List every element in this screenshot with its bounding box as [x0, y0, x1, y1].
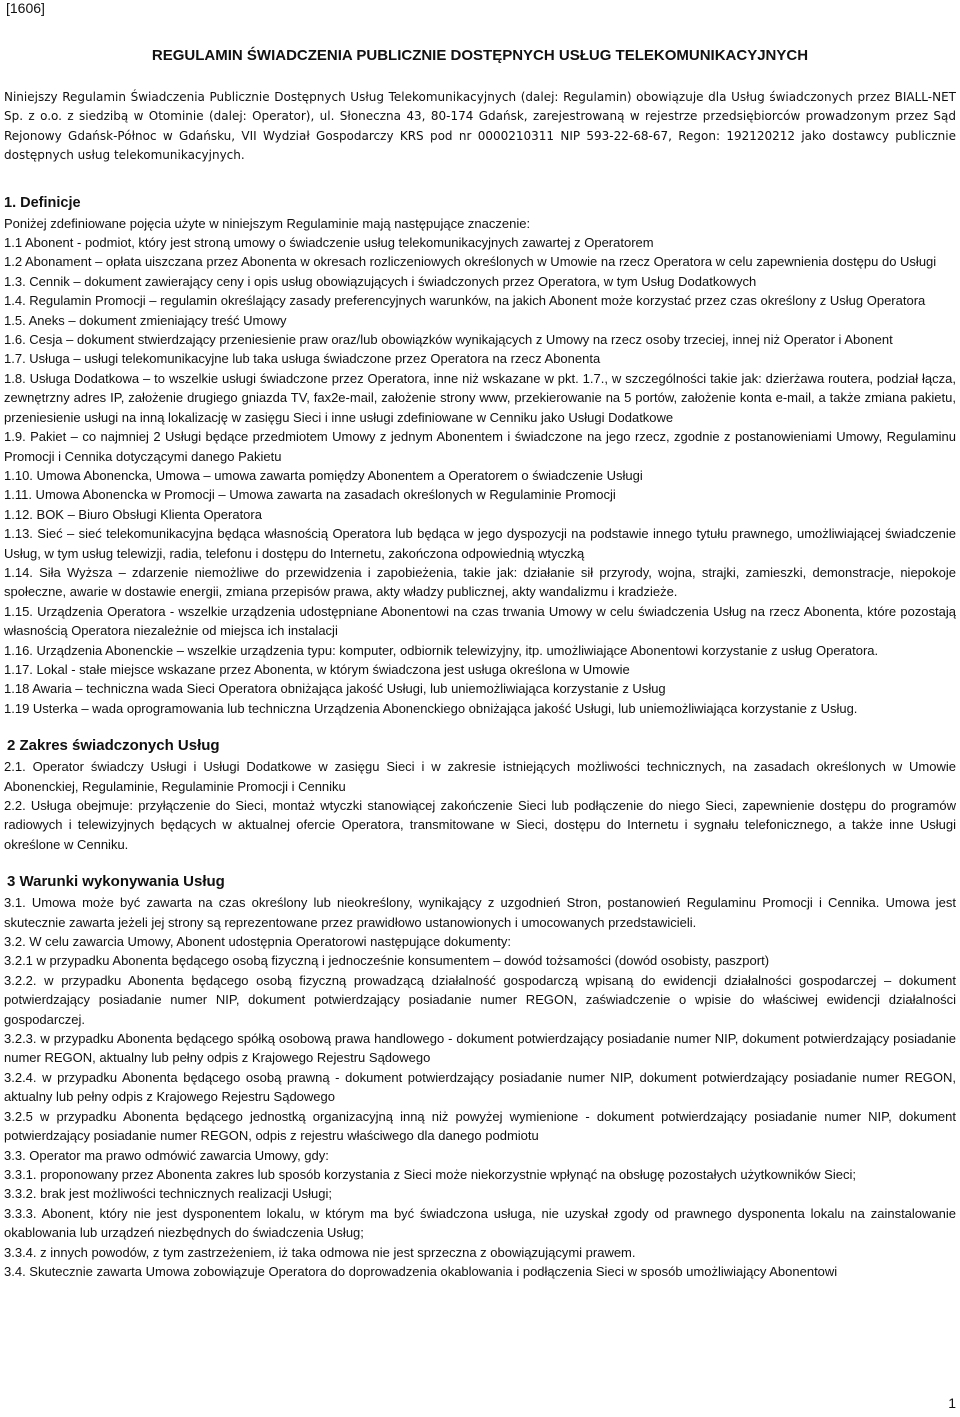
section-1-items	[4, 214, 956, 719]
clause-item: 3.3.2. brak jest możliwości technicznych realizacji Usługi;	[4, 1186, 333, 1202]
definition-item: 1.2 Abonament – opłata uiszczana przez Abonenta w okresach rozliczeniowych określonych w Umowie na rzecz Operatora w celu zapewnienia dostępu do Usługi	[4, 254, 937, 270]
definition-item: 1.13. Sieć – sieć telekomunikacyjna będąca własnością Operatora lub będąca w jego dyspozycji na podstawie innego tytułu prawnego, umożliwiającej świadczenie Usług, w tym usług telewizji, radia, telefonu i dostępu do Internetu, zakończona odpowiednią wtyczką	[4, 526, 956, 561]
section-2-title: Zakres świadczonych Usług	[19, 737, 220, 755]
definition-item: 1.7. Usługa – usługi telekomunikacyjne lub taka usługa świadczone przez Operatora na rzecz Abonenta	[4, 351, 601, 367]
clause-item: 3.1. Umowa może być zawarta na czas określony lub nieokreślony, wynikający z uzgodnień Stron, postanowień Regulaminu Promocji i Cennika. Umowa jest skutecznie zawarta jeżeli jej strony są reprezentowane przez prawidłowo ustanowionych i umocowanych przedstawicieli.	[4, 895, 956, 930]
section-2-items	[4, 757, 956, 854]
clause-item: 3.2.1 w przypadku Abonenta będącego osobą fizyczną i jednocześnie konsumentem – dowód tożsamości (dowód osobisty, paszport)	[4, 953, 770, 969]
section-2-number: 2	[7, 737, 16, 755]
intro-paragraph: Niniejszy Regulamin Świadczenia Publicznie Dostępnych Usług Telekomunikacyjnych (dalej: Regulamin) obowiązuje dla Usług świadczonych przez BIALL-NET Sp. z o.o. z siedzibą w Otominie (dalej: Operator), ul. Słoneczna 43, 80-174 Gdańsk, zarejestrowaną w rejestrze przedsiębiorców prowadzonym przez Sąd Rejonowy Gdańsk-Północ w Gdańsku, VII Wydział Gospodarczy KRS pod nr 0000210311 NIP 593-22-68-67, Regon: 192120212 jako dostawcy publicznie dostępnych usług telekomunikacyjnych.	[4, 90, 956, 163]
clause-item: 3.3.1. proponowany przez Abonenta zakres lub sposób korzystania z Sieci może niekorzystnie wpłynąć na obsługę pozostałych użytkowników Sieci;	[4, 1166, 856, 1182]
definition-item: 1.19 Usterka – wada oprogramowania lub techniczna Urządzenia Abonenckiego obniżająca jakość Usługi, lub uniemożliwiająca korzystanie z Usług.	[4, 700, 858, 716]
clause-item: 2.1. Operator świadczy Usługi i Usługi Dodatkowe w zasięgu Sieci i w zakresie istniejących możliwości technicznych, na zasadach określonych w Umowie Abonenckiej, Regulaminie, Regulaminie Promocji i Cenniku	[4, 759, 956, 794]
clause-item: 3.2.5 w przypadku Abonenta będącego jednostką organizacyjną inną niż powyżej wymienione - dokument potwierdzający posiadanie numer NIP, dokument potwierdzający posiadanie numer REGON, odpis z rejestru właściwego dla danego podmiotu	[4, 1108, 956, 1144]
section-3-heading	[4, 871, 956, 893]
definition-item: 1.15. Urządzenia Operatora - wszelkie urządzenia udostępniane Abonentowi na czas trwania Umowy w celu świadczenia Usług na rzecz Abonenta, które pozostają własnością Operatora niezależnie od miejsca ich instalacji	[4, 603, 956, 639]
definition-item: 1.14. Siła Wyższa – zdarzenie niemożliwe do przewidzenia i zapobieżenia, takie jak: działanie sił przyrody, wojna, strajki, zamieszki, demonstracje, niepokoje społeczne, awarie w dostawie energii, zmiana przepisów prawa, akty władzy publicznej, akty wandalizmu i kradzieże.	[4, 564, 956, 600]
definition-item: 1.4. Regulamin Promocji – regulamin określający zasady preferencyjnych warunków, na jakich Abonent może korzystać przez czas określony z Usług Operatora	[4, 293, 926, 309]
section-3-title: Warunki wykonywania Usług	[19, 873, 225, 891]
definition-item: Poniżej zdefiniowane pojęcia użyte w niniejszym Regulaminie mają następujące znaczenie:	[4, 215, 531, 231]
definition-item: 1.9. Pakiet – co najmniej 2 Usługi będące przedmiotem Umowy z jednym Abonentem i świadczone na jego rzecz, zgodnie z postanowieniami Umowy, Regulaminu Promocji i Cennika dotyczącymi danego Pakietu	[4, 429, 956, 464]
section-3-number: 3	[7, 873, 16, 891]
definition-item: 1.16. Urządzenia Abonenckie – wszelkie urządzenia typu: komputer, odbiornik telewizyjny, itp. umożliwiające Abonentowi korzystanie z usług Operatora.	[4, 642, 879, 658]
clause-item: 3.3.4. z innych powodów, z tym zastrzeżeniem, iż taka odmowa nie jest sprzeczna z obowiązującymi prawem.	[4, 1244, 636, 1260]
clause-item: 3.3.3. Abonent, który nie jest dysponentem lokalu, w którym ma być świadczona usługa, nie uzyskał zgody od prawnego dysponenta lokalu na zainstalowanie okablowania lub urządzeń niezbędnych do świadczenia Usług;	[4, 1205, 956, 1241]
definition-item: 1.3. Cennik – dokument zawierający ceny i opis usług obowiązujących i świadczonych przez Operatora, w tym Usług Dodatkowych	[4, 273, 757, 289]
section-3-items	[4, 893, 956, 1281]
document-title: REGULAMIN ŚWIADCZENIA PUBLICZNIE DOSTĘPNYCH USŁUG TELEKOMUNIKACYJNYCH	[151, 47, 809, 64]
definition-item: 1.17. Lokal - stałe miejsce wskazane przez Abonenta, w którym świadczona jest usługa określona w Umowie	[4, 661, 630, 677]
clause-item: 3.2. W celu zawarcia Umowy, Abonent udostępnia Operatorowi następujące dokumenty:	[4, 934, 512, 950]
clause-item: 3.2.3. w przypadku Abonenta będącego spółką osobową prawa handlowego - dokument potwierdzający posiadanie numer NIP, dokument potwierdzający posiadanie numer REGON, aktualny lub pełny odpis z Krajowego Rejestru Sądowego	[4, 1031, 956, 1066]
clause-item: 3.2.4. w przypadku Abonenta będącego osobą prawną - dokument potwierdzający posiadanie numer NIP, dokument potwierdzający posiadanie numer REGON, aktualny lub pełny odpis z Krajowego Rejestru Sądowego	[4, 1069, 956, 1105]
page-number: 1	[948, 1395, 956, 1411]
clause-item: 3.2.2. w przypadku Abonenta będącego osobą fizyczną prowadzącą działalność gospodarczą wpisaną do ewidencji działalności gospodarczej – dokument potwierdzający posiadanie numer NIP, dokument potwierdzający posiadanie numer REGON, zaświadczenie o wpisie do właściwej ewidencji działalności gospodarczej.	[4, 972, 956, 1027]
document-body	[4, 88, 956, 1281]
definition-item: 1.5. Aneks – dokument zmieniający treść Umowy	[4, 312, 287, 328]
definition-item: 1.8. Usługa Dodatkowa – to wszelkie usługi świadczone przez Operatora, inne niż wskazane w pkt. 1.7., w szczególności takie jak: dzierżawa routera, podział łącza, zewnętrzny adres IP, założenie drugiego gniazda TV, fax2e-mail, założenie strony www, przekierowanie na 5 portów, założenie konta e-mail, a także zmiana pakietu, przeniesienie usługi na inną lokalizację w zasięgu Sieci i inne usługi zdefiniowane w Cenniku jako Usługi Dodatkowe	[4, 370, 956, 425]
definition-item: 1.6. Cesja – dokument stwierdzający przeniesienie praw oraz/lub obowiązków wynikających z Umowy na rzecz osoby trzeciej, innej niż Operator i Abonent	[4, 332, 893, 348]
definition-item: 1.1 Abonent - podmiot, który jest stroną umowy o świadczenie usług telekomunikacyjnych zawartej z Operatorem	[4, 235, 654, 251]
definition-item: 1.10. Umowa Abonencka, Umowa – umowa zawarta pomiędzy Abonentem a Operatorem o świadczenie Usługi	[4, 467, 643, 483]
definition-item: 1.18 Awaria – techniczna wada Sieci Operatora obniżająca jakość Usługi, lub uniemożliwiająca korzystanie z Usług	[4, 681, 666, 697]
section-1-heading: 1. Definicje	[4, 194, 81, 211]
clause-item: 2.2. Usługa obejmuje: przyłączenie do Sieci, montaż wtyczki stanowiącej zakończenie Sieci lub podłączenie do niego Sieci, zapewnienie dostępu do programów radiowych i telewizyjnych będących w aktualnej ofercie Operatora, transmitowane w Sieci, dostępu do Internetu i sygnału telefonicznego, a także inne Usługi określone w Cenniku.	[4, 798, 956, 852]
definition-item: 1.12. BOK – Biuro Obsługi Klienta Operatora	[4, 506, 262, 522]
clause-item: 3.3. Operator ma prawo odmówić zawarcia Umowy, gdy:	[4, 1147, 329, 1163]
document-id: [1606]	[6, 0, 45, 16]
clause-item: 3.4. Skutecznie zawarta Umowa zobowiązuje Operatora do doprowadzenia okablowania i podłączenia Sieci w sposób umożliwiający Abonentowi	[4, 1263, 838, 1279]
section-2-heading	[4, 735, 956, 757]
definition-item: 1.11. Umowa Abonencka w Promocji – Umowa zawarta na zasadach określonych w Regulaminie Promocji	[4, 487, 616, 503]
